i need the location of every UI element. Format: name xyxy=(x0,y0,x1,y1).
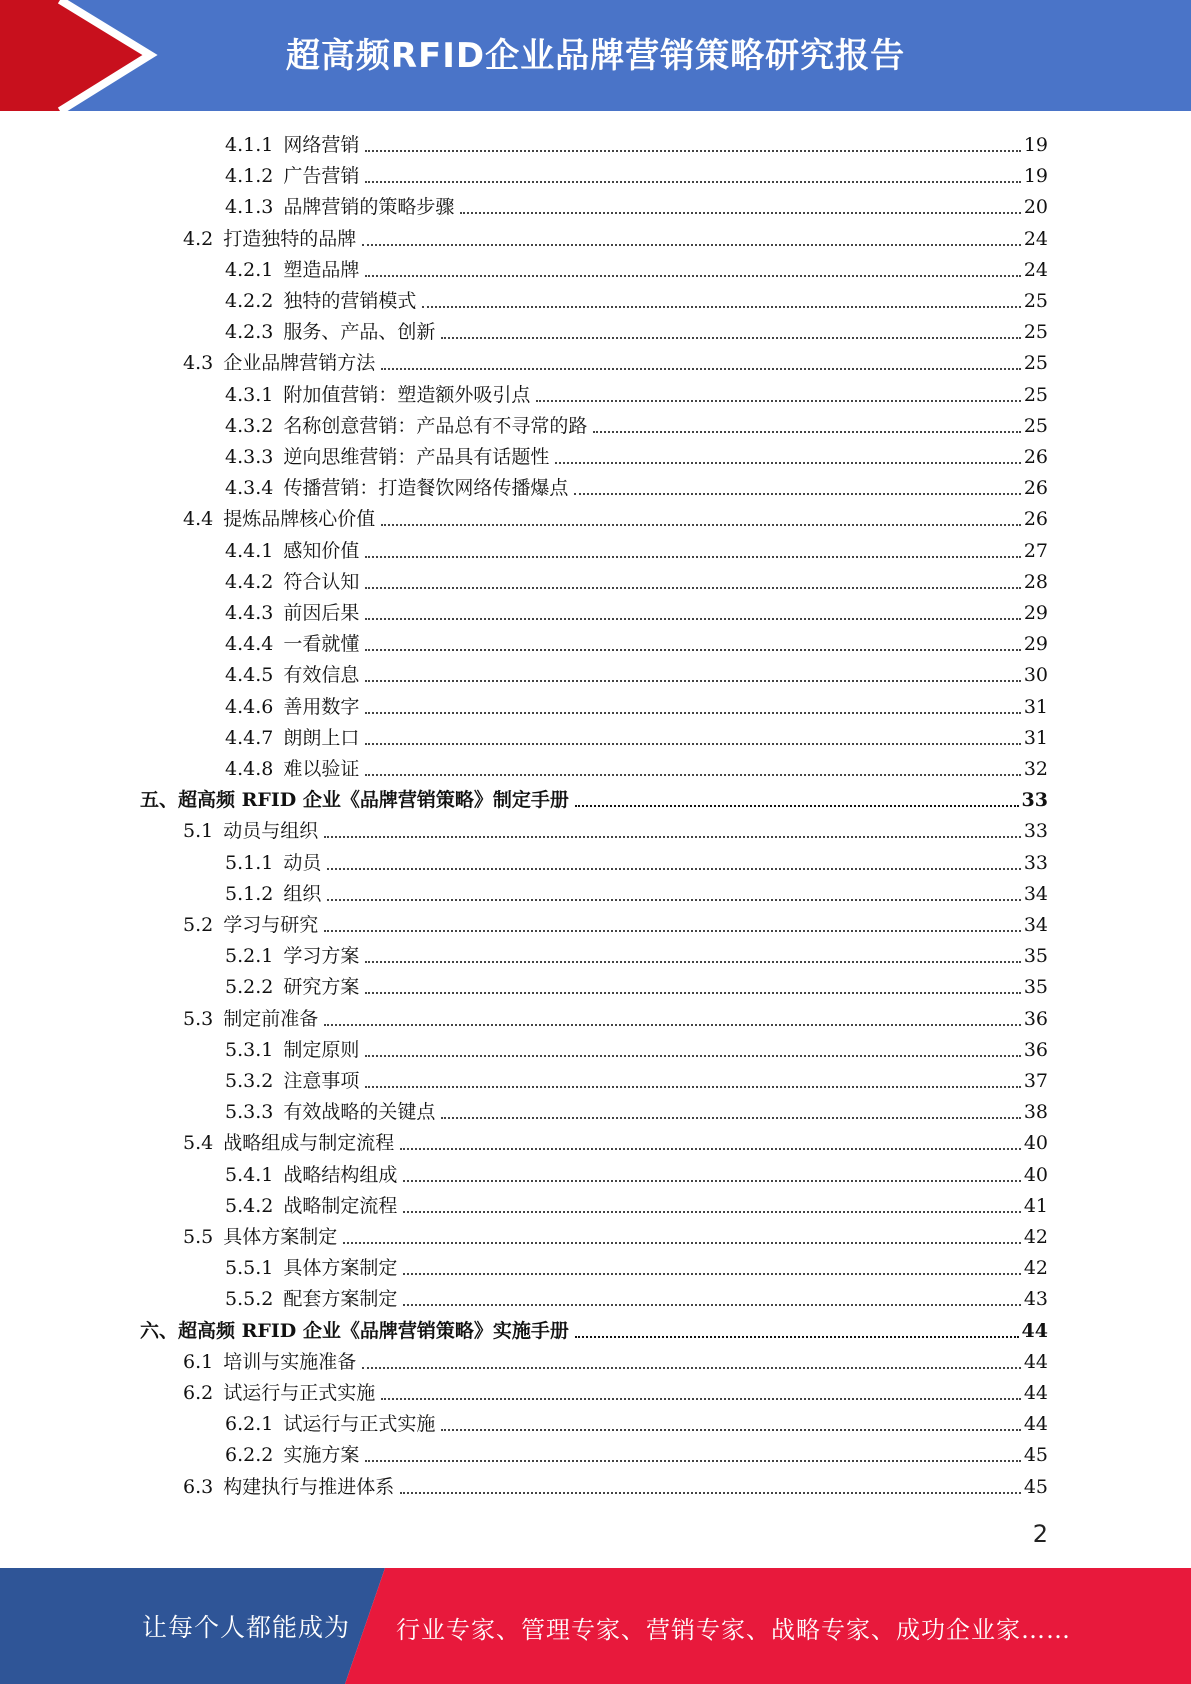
toc-entry-page: 34 xyxy=(1023,882,1048,905)
toc-leader-dots xyxy=(365,649,1020,651)
toc-entry-number: 4.3 xyxy=(183,352,214,375)
toc-entry-title: 动员 xyxy=(283,851,322,874)
footer-slogan-right: 行业专家、管理专家、营销专家、战略专家、成功企业家…… xyxy=(396,1616,1071,1644)
toc-entry-page: 20 xyxy=(1023,196,1048,219)
toc-entry[interactable] xyxy=(183,1124,1048,1155)
toc-entry[interactable] xyxy=(225,1280,1048,1311)
toc-entry-title: 传播营销：打造餐饮网络传播爆点 xyxy=(283,477,569,500)
toc-entry[interactable] xyxy=(183,906,1048,937)
toc-entry-title: 超高频 RFID 企业《品牌营销策略》制定手册 xyxy=(178,789,569,812)
toc-entry-number: 6.2 xyxy=(183,1382,214,1404)
toc-entry[interactable] xyxy=(225,844,1048,875)
toc-entry-number: 4.2.1 xyxy=(225,258,274,281)
toc-leader-dots xyxy=(327,868,1020,870)
toc-entry-title: 广告营销 xyxy=(283,165,360,188)
toc-entry[interactable] xyxy=(225,532,1048,563)
toc-entry-number: 4.4 xyxy=(183,508,214,531)
toc-leader-dots xyxy=(327,899,1020,901)
page-number: 2 xyxy=(1032,1520,1048,1548)
toc-entry[interactable] xyxy=(225,1436,1048,1467)
toc-entry[interactable] xyxy=(225,1031,1048,1062)
toc-entry-page: 37 xyxy=(1023,1070,1048,1092)
toc-entry-title: 打造独特的品牌 xyxy=(223,227,357,250)
toc-entry-title: 制定原则 xyxy=(283,1038,360,1061)
toc-entry[interactable] xyxy=(225,251,1048,282)
toc-entry-title: 逆向思维营销：产品具有话题性 xyxy=(283,446,550,468)
toc-entry[interactable] xyxy=(225,937,1048,968)
toc-leader-dots xyxy=(574,493,1020,495)
toc-entry-title: 配套方案制定 xyxy=(283,1288,398,1311)
toc-leader-dots xyxy=(575,1336,1019,1338)
toc-entry-number: 4.4.3 xyxy=(225,602,274,624)
toc-entry[interactable] xyxy=(225,594,1048,625)
toc-entry-number: 5.4 xyxy=(183,1132,214,1155)
toc-entry-page: 42 xyxy=(1023,1257,1048,1280)
toc-entry-number: 5.4.1 xyxy=(225,1163,274,1186)
toc-entry-number: 4.1.3 xyxy=(225,196,274,219)
toc-entry[interactable] xyxy=(225,750,1048,781)
toc-entry[interactable] xyxy=(225,719,1048,750)
toc-entry-title: 学习方案 xyxy=(283,945,360,968)
toc-leader-dots xyxy=(365,743,1020,745)
toc-leader-dots xyxy=(441,1429,1020,1431)
toc-entry-number: 5.2 xyxy=(183,914,214,936)
toc-entry-title: 善用数字 xyxy=(283,695,360,718)
toc-entry-page: 45 xyxy=(1023,1444,1048,1467)
toc-leader-dots xyxy=(441,1117,1020,1119)
toc-entry[interactable] xyxy=(225,968,1048,999)
toc-entry-page: 29 xyxy=(1023,633,1048,656)
footer-slogan-left: 让每个人都能成为 xyxy=(142,1613,351,1642)
toc-entry-number: 4.4.2 xyxy=(225,570,274,593)
toc-entry-title: 附加值营销：塑造额外吸引点 xyxy=(283,383,531,406)
toc-entry-page: 32 xyxy=(1023,758,1048,780)
toc-entry-page: 26 xyxy=(1023,446,1048,468)
toc-entry-title: 实施方案 xyxy=(283,1444,360,1467)
toc-entry[interactable] xyxy=(225,688,1048,719)
toc-entry-number: 5.2.1 xyxy=(225,945,274,968)
toc-entry-number: 5.3.2 xyxy=(225,1070,274,1092)
toc-entry-page: 35 xyxy=(1023,976,1048,999)
toc-leader-dots xyxy=(365,774,1020,776)
toc-entry-page: 26 xyxy=(1023,508,1048,531)
toc-leader-dots xyxy=(536,400,1020,402)
toc-entry-page: 42 xyxy=(1023,1226,1048,1248)
toc-entry-number: 6.2.2 xyxy=(225,1444,274,1467)
toc-leader-dots xyxy=(365,275,1020,277)
toc-entry-title: 感知价值 xyxy=(283,539,360,562)
toc-entry-page: 38 xyxy=(1023,1101,1048,1124)
toc-entry-page: 27 xyxy=(1023,539,1048,562)
toc-leader-dots xyxy=(460,212,1020,214)
toc-entry-page: 44 xyxy=(1021,1319,1048,1342)
toc-entry-page: 25 xyxy=(1023,352,1048,375)
toc-entry[interactable] xyxy=(225,188,1048,219)
toc-leader-dots xyxy=(403,1304,1020,1306)
toc-entry-page: 41 xyxy=(1023,1194,1048,1217)
toc-entry-number: 4.4.1 xyxy=(225,539,274,562)
toc-leader-dots xyxy=(400,1492,1021,1494)
toc-entry-title: 有效信息 xyxy=(283,664,360,687)
toc-entry-page: 40 xyxy=(1023,1132,1048,1155)
toc-entry-page: 36 xyxy=(1023,1038,1048,1061)
toc-entry-title: 战略制定流程 xyxy=(283,1194,398,1217)
toc-entry-number: 4.4.6 xyxy=(225,695,274,718)
toc-entry[interactable] xyxy=(225,407,1048,438)
toc-leader-dots xyxy=(365,712,1020,714)
toc-entry-title: 名称创意营销：产品总有不寻常的路 xyxy=(283,414,588,437)
toc-entry-number: 4.3.3 xyxy=(225,446,274,468)
toc-entry-number: 五、 xyxy=(140,789,179,812)
toc-entry-page: 34 xyxy=(1023,914,1048,936)
toc-entry[interactable] xyxy=(183,220,1048,251)
toc-entry-title: 朗朗上口 xyxy=(283,726,360,749)
toc-entry[interactable] xyxy=(225,563,1048,594)
toc-entry-number: 4.4.8 xyxy=(225,758,274,780)
toc-entry-page: 36 xyxy=(1023,1007,1048,1030)
toc-entry-title: 学习与研究 xyxy=(223,914,319,936)
toc-leader-dots xyxy=(324,1024,1021,1026)
toc-entry-title: 具体方案制定 xyxy=(223,1226,338,1248)
toc-entry-number: 4.2 xyxy=(183,227,214,250)
toc-leader-dots xyxy=(365,961,1020,963)
toc-entry-number: 5.5.1 xyxy=(225,1257,274,1280)
toc-entry[interactable] xyxy=(183,1468,1048,1499)
toc-entry-page: 33 xyxy=(1023,851,1048,874)
toc-entry-page: 44 xyxy=(1023,1382,1048,1404)
toc-entry[interactable] xyxy=(225,376,1048,407)
toc-leader-dots xyxy=(555,462,1020,464)
toc-entry[interactable] xyxy=(183,344,1048,375)
toc-leader-dots xyxy=(575,805,1019,807)
toc-entry-page: 31 xyxy=(1023,695,1048,718)
toc-entry-page: 25 xyxy=(1023,321,1048,344)
toc-entry-number: 4.3.1 xyxy=(225,383,274,406)
toc-entry[interactable] xyxy=(225,469,1048,500)
toc-leader-dots xyxy=(365,1055,1020,1057)
toc-entry-page: 25 xyxy=(1023,290,1048,312)
toc-entry[interactable] xyxy=(140,781,1048,812)
toc-entry-number: 4.3.2 xyxy=(225,414,274,437)
toc-entry-title: 战略结构组成 xyxy=(283,1163,398,1186)
toc-entry[interactable] xyxy=(225,126,1048,157)
toc-entry-title: 塑造品牌 xyxy=(283,258,360,281)
toc-entry-page: 19 xyxy=(1023,134,1048,156)
toc-leader-dots xyxy=(422,306,1020,308)
toc-leader-dots xyxy=(365,587,1020,589)
toc-leader-dots xyxy=(441,337,1020,339)
toc-entry-title: 试运行与正式实施 xyxy=(223,1382,376,1404)
toc-entry-title: 超高频 RFID 企业《品牌营销策略》实施手册 xyxy=(178,1319,569,1342)
toc-entry-title: 战略组成与制定流程 xyxy=(223,1132,395,1155)
toc-leader-dots xyxy=(403,1211,1020,1213)
toc-entry-title: 培训与实施准备 xyxy=(223,1350,357,1373)
toc-leader-dots xyxy=(365,1086,1020,1088)
toc-entry[interactable] xyxy=(183,500,1048,531)
toc-entry-title: 服务、产品、创新 xyxy=(283,321,436,344)
toc-entry-title: 网络营销 xyxy=(283,134,360,156)
toc-entry-number: 4.4.7 xyxy=(225,726,274,749)
page-header xyxy=(0,0,1191,111)
toc-entry[interactable] xyxy=(225,313,1048,344)
toc-entry-number: 4.4.4 xyxy=(225,633,274,656)
toc-entry-title: 试运行与正式实施 xyxy=(283,1413,436,1436)
toc-entry-page: 44 xyxy=(1023,1413,1048,1436)
toc-entry-page: 31 xyxy=(1023,726,1048,749)
toc-entry-number: 5.4.2 xyxy=(225,1194,274,1217)
toc-entry-number: 6.3 xyxy=(183,1475,214,1498)
toc-entry-number: 5.5.2 xyxy=(225,1288,274,1311)
toc-entry-number: 5.1 xyxy=(183,820,214,843)
toc-entry-title: 难以验证 xyxy=(283,758,360,780)
toc-entry-page: 24 xyxy=(1023,227,1048,250)
toc-entry-number: 6.2.1 xyxy=(225,1413,274,1436)
toc-entry[interactable] xyxy=(225,1187,1048,1218)
toc-entry-title: 独特的营销模式 xyxy=(283,290,417,312)
toc-leader-dots xyxy=(343,1242,1021,1244)
toc-entry-page: 44 xyxy=(1023,1350,1048,1373)
page-footer xyxy=(0,1568,1191,1684)
toc-leader-dots xyxy=(362,1367,1021,1369)
toc-leader-dots xyxy=(593,431,1020,433)
toc-entry-page: 33 xyxy=(1021,789,1048,812)
toc-entry-page: 45 xyxy=(1023,1475,1048,1498)
toc-leader-dots xyxy=(324,930,1021,932)
toc-leader-dots xyxy=(365,618,1020,620)
toc-entry-title: 构建执行与推进体系 xyxy=(223,1475,395,1498)
toc-entry-number: 4.3.4 xyxy=(225,477,274,500)
toc-entry-page: 25 xyxy=(1023,414,1048,437)
toc-entry-title: 具体方案制定 xyxy=(283,1257,398,1280)
toc-entry-page: 33 xyxy=(1023,820,1048,843)
toc-entry[interactable] xyxy=(225,875,1048,906)
toc-entry-number: 5.1.1 xyxy=(225,851,274,874)
toc-entry-page: 24 xyxy=(1023,258,1048,281)
toc-entry-page: 40 xyxy=(1023,1163,1048,1186)
toc-entry[interactable] xyxy=(183,812,1048,843)
toc-entry-page: 35 xyxy=(1023,945,1048,968)
toc-leader-dots xyxy=(365,992,1020,994)
toc-entry[interactable] xyxy=(225,625,1048,656)
toc-entry-page: 19 xyxy=(1023,165,1048,188)
toc-entry-number: 5.3.1 xyxy=(225,1038,274,1061)
report-title: 超高频RFID企业品牌营销策略研究报告 xyxy=(285,36,906,76)
toc-entry-title: 提炼品牌核心价值 xyxy=(223,508,376,531)
toc-leader-dots xyxy=(362,244,1021,246)
toc-leader-dots xyxy=(381,368,1021,370)
toc-leader-dots xyxy=(381,1398,1021,1400)
toc-entry[interactable] xyxy=(183,1343,1048,1374)
toc-leader-dots xyxy=(365,556,1020,558)
toc-entry-number: 5.3.3 xyxy=(225,1101,274,1124)
toc-entry[interactable] xyxy=(225,157,1048,188)
toc-entry[interactable] xyxy=(225,1156,1048,1187)
toc-entry-page: 26 xyxy=(1023,477,1048,500)
toc-leader-dots xyxy=(403,1180,1020,1182)
toc-entry-page: 29 xyxy=(1023,602,1048,624)
toc-entry-number: 4.4.5 xyxy=(225,664,274,687)
toc-leader-dots xyxy=(365,150,1020,152)
toc-entry-number: 5.1.2 xyxy=(225,882,274,905)
toc-entry-page: 28 xyxy=(1023,570,1048,593)
toc-entry[interactable] xyxy=(183,1374,1048,1405)
toc-entry-title: 研究方案 xyxy=(283,976,360,999)
toc-entry[interactable] xyxy=(225,1405,1048,1436)
toc-entry[interactable] xyxy=(183,1218,1048,1249)
toc-entry-title: 动员与组织 xyxy=(223,820,319,843)
toc-entry-title: 品牌营销的策略步骤 xyxy=(283,196,455,219)
toc-entry[interactable] xyxy=(225,1249,1048,1280)
toc-leader-dots xyxy=(365,1460,1020,1462)
toc-leader-dots xyxy=(403,1273,1020,1275)
toc-entry[interactable] xyxy=(225,656,1048,687)
toc-entry[interactable] xyxy=(225,1062,1048,1093)
toc-entry[interactable] xyxy=(183,1000,1048,1031)
toc-entry[interactable] xyxy=(225,282,1048,313)
toc-entry-number: 4.2.2 xyxy=(225,290,274,312)
toc-entry-number: 4.1.2 xyxy=(225,165,274,188)
toc-entry-number: 5.5 xyxy=(183,1226,214,1248)
toc-leader-dots xyxy=(324,836,1021,838)
toc-entry-title: 注意事项 xyxy=(283,1070,360,1092)
toc-entry-page: 25 xyxy=(1023,383,1048,406)
toc-entry-page: 43 xyxy=(1023,1288,1048,1311)
toc-entry-title: 前因后果 xyxy=(283,602,360,624)
toc-leader-dots xyxy=(365,181,1020,183)
toc-entry-title: 企业品牌营销方法 xyxy=(223,352,376,375)
toc-entry-page: 30 xyxy=(1023,664,1048,687)
toc-entry-title: 有效战略的关键点 xyxy=(283,1101,436,1124)
toc-entry-number: 4.2.3 xyxy=(225,321,274,344)
toc-entry-title: 一看就懂 xyxy=(283,633,360,656)
toc-entry-title: 组织 xyxy=(283,882,322,905)
toc-entry-number: 六、 xyxy=(140,1319,179,1342)
toc-leader-dots xyxy=(400,1148,1021,1150)
toc-entry-title: 制定前准备 xyxy=(223,1007,319,1030)
toc-leader-dots xyxy=(365,680,1020,682)
toc-leader-dots xyxy=(381,524,1021,526)
toc-entry[interactable] xyxy=(225,1093,1048,1124)
toc-entry-number: 5.3 xyxy=(183,1007,214,1030)
toc-entry[interactable] xyxy=(225,438,1048,469)
toc-entry-title: 符合认知 xyxy=(283,570,360,593)
toc-entry-number: 5.2.2 xyxy=(225,976,274,999)
toc-entry[interactable] xyxy=(140,1312,1048,1343)
toc-entry-number: 6.1 xyxy=(183,1350,214,1373)
toc-entry-number: 4.1.1 xyxy=(225,134,274,156)
